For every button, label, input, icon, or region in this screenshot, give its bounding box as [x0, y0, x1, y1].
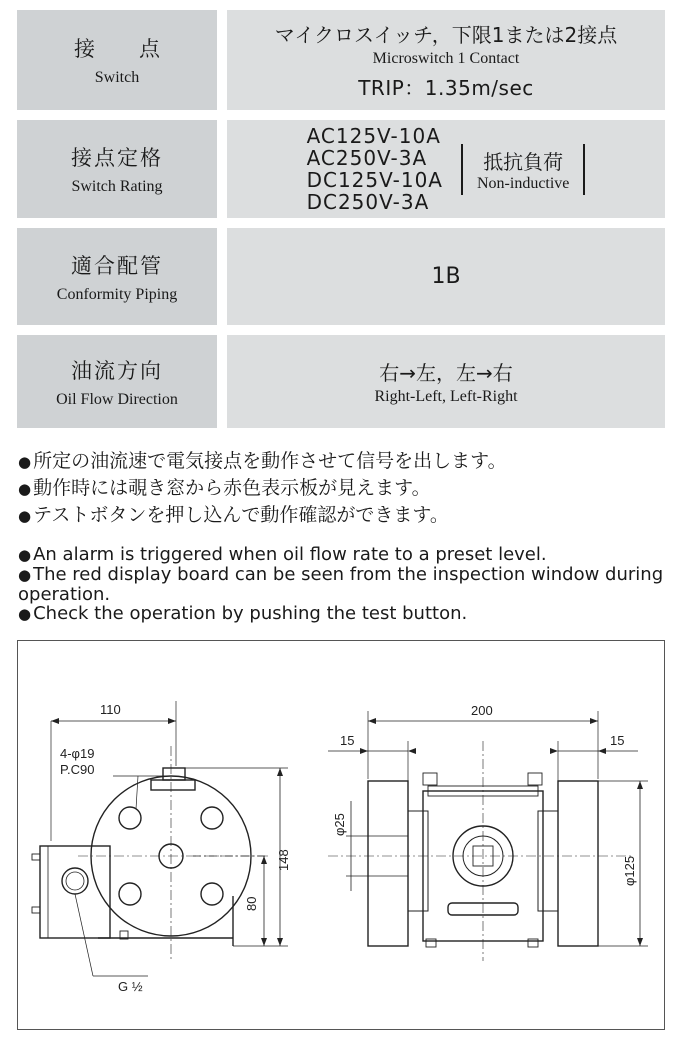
rating-list — [307, 125, 443, 213]
value-cell-piping — [227, 228, 665, 325]
direction-ja: 右→左，左→右 — [379, 361, 513, 385]
spec-row-switch — [17, 10, 665, 110]
spec-row-rating — [17, 120, 665, 218]
dim-200: 200 — [471, 703, 493, 718]
drawing-svg — [18, 641, 663, 1028]
dimension-drawing — [17, 640, 665, 1030]
label-ja: 接点定格 — [71, 146, 163, 170]
label-en: Switch Rating — [71, 178, 163, 195]
bullet-icon: ● — [18, 507, 32, 525]
dim-15-left: 15 — [340, 733, 355, 748]
dim-pc: P.C90 — [60, 762, 95, 777]
note-en: ● Check the operation by pushing the test button. — [18, 603, 468, 624]
right-flange — [558, 781, 598, 946]
spec-row-direction — [17, 335, 665, 428]
bullet-icon: ● — [18, 453, 32, 471]
trip-value: TRIP：1.35m/sec — [358, 76, 534, 100]
notes-en — [18, 545, 668, 624]
value-cell-switch — [227, 10, 665, 110]
label-ja: 油流方向 — [71, 358, 163, 383]
dim-148: 148 — [276, 849, 291, 871]
load-type-en: Non-inductive — [476, 174, 570, 192]
value-cell-direction — [227, 335, 665, 428]
dim-110: 110 — [100, 702, 121, 717]
rating-item: AC250V-3A — [306, 146, 428, 170]
label-en: Oil Flow Direction — [56, 390, 178, 408]
label-cell-switch — [17, 10, 217, 110]
dim-80: 80 — [244, 896, 259, 911]
dim-holes: 4-φ19 — [60, 746, 95, 761]
left-flange — [368, 781, 408, 946]
note-ja: ● 動作時には覗き窓から赤色表示板が見えます。 — [18, 477, 431, 499]
dim-g: G ½ — [118, 979, 143, 994]
direction-en: Right-Left, Left-Right — [374, 388, 518, 405]
rating-wrap — [307, 125, 586, 213]
bullet-icon: ● — [18, 546, 32, 564]
dim-phi25: φ25 — [332, 813, 347, 836]
bullet-icon: ● — [18, 480, 32, 498]
label-cell-rating — [17, 120, 217, 218]
label-ja: 適合配管 — [71, 253, 163, 278]
label-cell-direction — [17, 335, 217, 428]
switch-type-ja: マイクロスイッチ，下限1または2接点 — [274, 23, 618, 47]
switch-type-en: Microswitch 1 Contact — [372, 50, 520, 67]
note-en: ● An alarm is triggered when oil flow rate to a preset level. — [18, 544, 547, 565]
bullet-icon: ● — [18, 566, 32, 584]
notes — [18, 448, 668, 624]
note-ja: ● 所定の油流速で電気接点を動作させて信号を出します。 — [18, 450, 507, 472]
piping-value: 1B — [431, 264, 461, 289]
load-type-bracket — [461, 144, 585, 195]
note-ja: ● テストボタンを押し込んで動作確認ができます。 — [18, 504, 449, 526]
load-type-ja: 抵抗負荷 — [483, 149, 564, 174]
spec-row-piping — [17, 228, 665, 325]
rating-item: DC125V-10A — [306, 168, 443, 192]
label-en: Conformity Piping — [56, 285, 178, 303]
label-cell-piping — [17, 228, 217, 325]
dim-15-right: 15 — [610, 733, 625, 748]
dim-phi125: φ125 — [622, 855, 637, 886]
rating-item: AC125V-10A — [306, 124, 441, 148]
note-en: ● The red display board can be seen from the inspection window during operation. — [18, 564, 664, 605]
spec-table — [17, 10, 665, 438]
bullet-icon: ● — [18, 605, 32, 623]
value-cell-rating — [227, 120, 665, 218]
label-ja: 接点 — [74, 37, 204, 61]
label-en: Switch — [94, 69, 140, 86]
rating-item: DC250V-3A — [306, 190, 430, 214]
